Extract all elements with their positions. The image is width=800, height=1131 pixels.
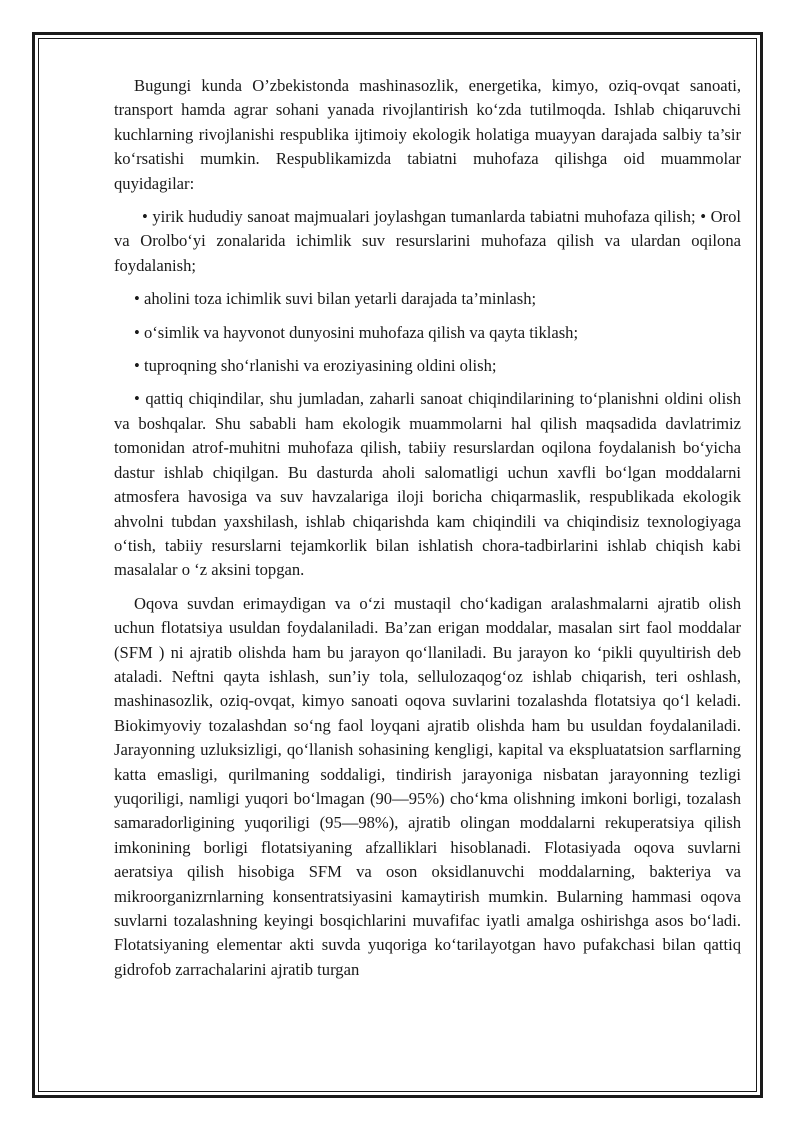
paragraph-flotation: Oqova suvdan erimaydigan va o‘zi mustaqil cho‘kadigan aralashmalarni ajratib olish uchun flotatsiya usuldan foydalaniladi. Ba’zan erigan moddalar, masalan sirt faol moddalar (SFM ) ni ajratib olishda ham bu jarayon qo‘llaniladi. Bu jarayon ko ‘pikli quyultirish deb ataladi. Neftni qayta ishlash, sun’iy tola, sellulozaqog‘oz ishlab chiqarish, teri oshlash, mashinasozlik, oziq-ovqat, kimyo sanoati oqova suvlarini tozalashda flotatsiya qo‘l keladi. Biokimyoviy tozalashdan so‘ng faol loyqani ajratib olishda ham bu usuldan foydalaniladi. Jarayonning uzluksizligi, qo‘llanish sohasining kengligi, kapital va ekspluatatsion sarflarning katta emasligi, qurilmaning soddaligi, tindirish jarayoniga nisbatan jarayonning tezligi yuqoriligi, namligi yuqori bo‘lmagan (90—95%) cho‘kma olishning imkoni borligi, tozalash samaradorligining yuqoriligi (95—98%), ajratib olingan moddalarni rekuperatsiya qilish imkonining borligi flotatsiyaning afzalliklari hisoblanadi. Flotasiyada oqova suvlarni aeratsiya qilish hisobiga SFM va oson oksidlanuvchi moddalarning, bakteriya va mikroorganizrnlarning konsentratsiyasini kamaytirish mumkin. Bularning hammasi oqova suvlarni tozalashning keyingi bosqichlarini muvafifac iyatli amalga oshirishga asos bo‘ladi. Flotatsiyaning elementar akti suvda yuqoriga ko‘tarilayotgan havo pufakchasi bilan qattiq gidrofob zarrachalarini ajratib turgan [114,593,741,979]
document-body [114,74,741,991]
bullet-item-soil-salinization: • tuproqning sho‘rlanishi va eroziyasining oldini olish; [134,356,497,376]
bullet-item-flora-fauna: • o‘simlik va hayvonot dunyosini muhofaza qilish va qayta tiklash; [134,322,579,342]
bullet-item-solid-waste: • qattiq chiqindilar, shu jumladan, zaharli sanoat chiqindilarining to‘planishni oldini olish va boshqalar. Shu sababli ham ekologik muammolarni hal qilish maqsadida davlatrimiz tomonidan atrof-muhitni muhofaza qilish, tabiiy resurslardan oqilona foydalanish bo‘yicha dastur ishlab chiqilgan. Bu dasturda aholi salomatligi uchun xavfli bo‘lgan moddalarni atmosfera havosiga va suv havzalariga iloji boricha chiqarmaslik, respublikada ekologik ahvolni tubdan yaxshilash, ishlab chiqarishda kam chiqindili va chiqindisiz texnologiyaga o‘tish, tabiiy resurslarni tejamkorlik bilan ishlatish chora-tadbirlarini ishlab chiqish kabi masalalar o ‘z aksini topgan. [114,389,741,580]
bullet-item-industrial-regions: • yirik hududiy sanoat majmualari joylashgan tumanlarda tabiatni muhofaza qilish; • Orol va Orolbo‘yi zonalarida ichimlik suv resurslarini muhofaza qilish va ulardan oqilona foydalanish; [114,207,741,275]
bullet-item-drinking-water: • aholini toza ichimlik suvi bilan yetarli darajada ta’minlash; [134,289,537,309]
paragraph-intro: Bugungi kunda O’zbekistonda mashinasozlik, energetika, kimyo, oziq-ovqat sanoati, transport hamda agrar sohani yanada rivojlantirish ko‘zda tutilmoqda. Ishlab chiqaruvchi kuchlarning rivojlanishi respublika ijtimoiy ekologik holatiga muayyan darajada salbiy ta’sir ko‘rsatishi mumkin. Respublikamizda tabiatni muhofaza qilishga oid muammolar quyidagilar: [114,76,741,193]
